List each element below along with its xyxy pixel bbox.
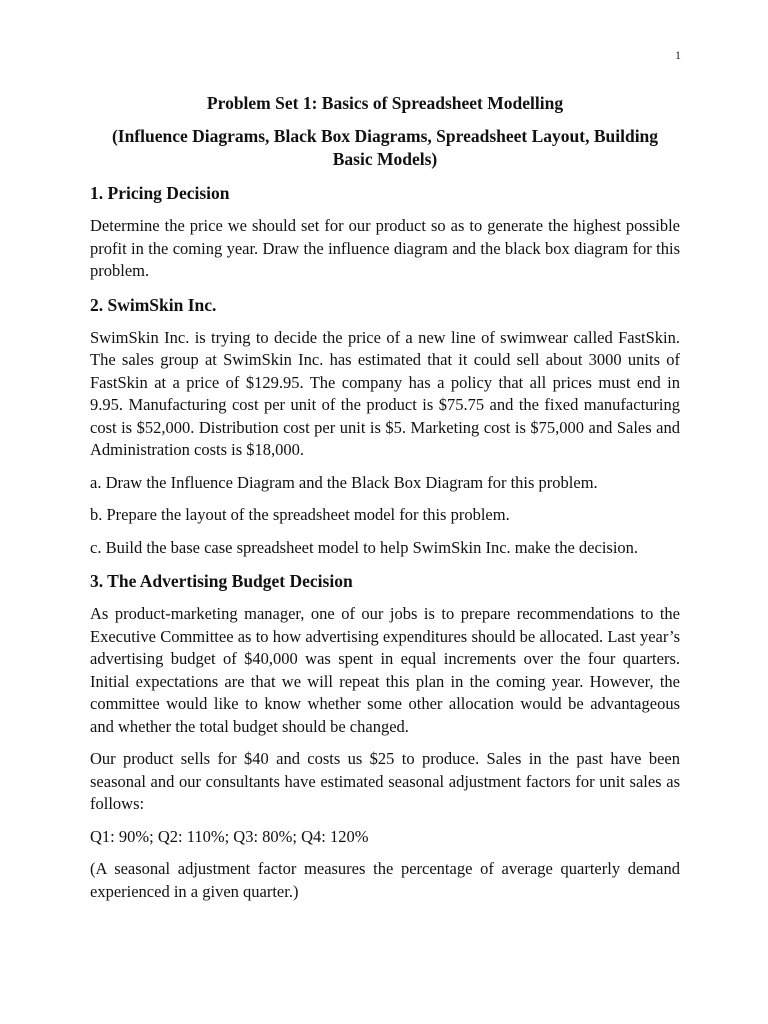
section-heading-advertising: 3. The Advertising Budget Decision: [90, 571, 353, 591]
advertising-body-1: As product-marketing manager, one of our jobs is to prepare recommendations to the Executive Committee as to how advertising expenditures should be allocated. Last year’s advertising budget of $40,000 was spent in equal increments over the four quarters. Initial expectations are that we will repeat this plan in the coming year. However, the committee would like to know whether some other allocation would be advantageous and whether the total budget should be changed.: [90, 604, 680, 736]
document-body: [90, 92, 680, 903]
swimskin-task-c: c. Build the base case spreadsheet model to help SwimSkin Inc. make the decision.: [90, 537, 639, 557]
seasonal-factors: Q1: 90%; Q2: 110%; Q3: 80%; Q4: 120%: [90, 826, 369, 846]
section-heading-swimskin: 2. SwimSkin Inc.: [90, 294, 217, 315]
advertising-body-2: Our product sells for $40 and costs us $25 to produce. Sales in the past have been seasonal and our consultants have estimated seasonal adjustment factors for unit sales as follows:: [90, 749, 680, 813]
section-heading-pricing: 1. Pricing Decision: [90, 183, 230, 203]
swimskin-body: SwimSkin Inc. is trying to decide the price of a new line of swimwear called FastSkin. The sales group at SwimSkin Inc. has estimated that it could sell about 3000 units of FastSkin at a price of $129.95. The company has a policy that all prices must end in 9.95. Manufacturing cost per unit of the product is $75.75 and the fixed manufacturing cost is $52,000. Distribution cost per unit is $5. Marketing cost is $75,000 and Sales and Administration costs is $18,000.: [90, 327, 680, 459]
swimskin-task-b: b. Prepare the layout of the spreadsheet model for this problem.: [90, 505, 510, 524]
document-title: Problem Set 1: Basics of Spreadsheet Modelling: [206, 93, 564, 113]
page-number: 1: [675, 48, 681, 62]
pricing-body: Determine the price we should set for our product so as to generate the highest possible profit in the coming year. Draw the influence diagram and the black box diagram for this problem.: [90, 216, 680, 280]
swimskin-task-a: a. Draw the Influence Diagram and the Black Box Diagram for this problem.: [90, 472, 598, 492]
document-subtitle: (Influence Diagrams, Black Box Diagrams, Spreadsheet Layout, Building Basic Models): [111, 126, 659, 169]
seasonal-factor-note: (A seasonal adjustment factor measures the percentage of average quarterly demand experienced in a given quarter.): [90, 859, 680, 901]
